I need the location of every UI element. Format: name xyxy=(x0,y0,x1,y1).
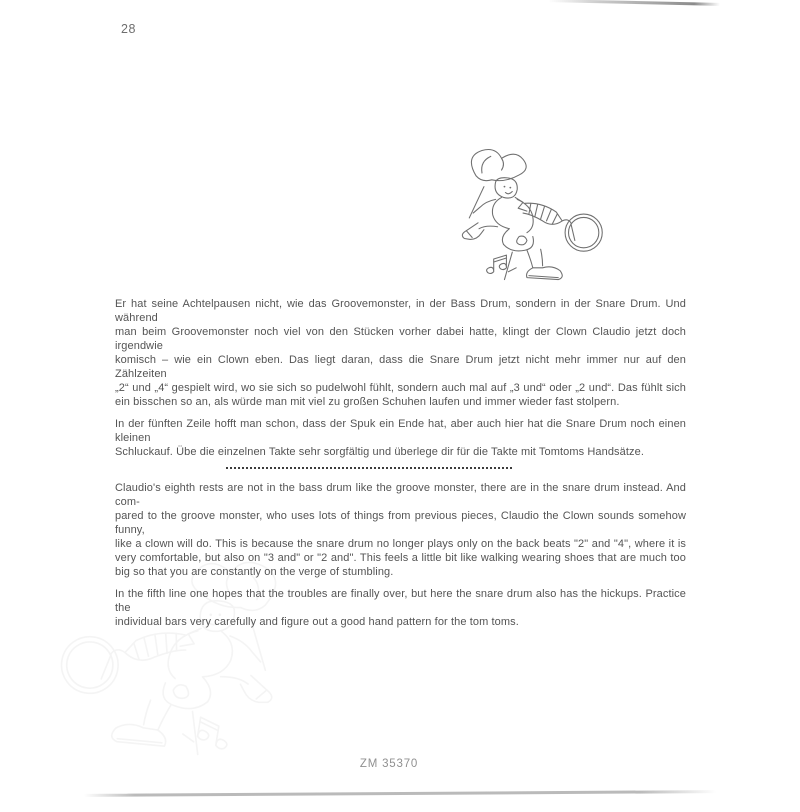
clown-drummer-illustration xyxy=(437,142,613,290)
german-paragraph-1 xyxy=(115,297,686,409)
catalog-number: ZM 35370 xyxy=(359,758,419,770)
text-line: man beim Groovemonster noch viel von den Stücken vorher dabei hatte, klingt der Clown Claudio jetzt doch irgendwie xyxy=(115,326,686,352)
text-line: „2“ und „4“ gespielt wird, wo sie sich so pudelwohl fühlt, sondern auch mal auf „3 und“ oder „2 und“. Das fühlt sich xyxy=(115,382,686,394)
text-block xyxy=(115,297,686,637)
text-line: In the fifth line one hopes that the troubles are finally over, but here the snare drum also has the hickups. Practice the xyxy=(115,588,686,614)
text-line: very comfortable, but also on "3 and" or "2 and". This feels a little bit like walking wearing shoes that are much too xyxy=(115,552,686,564)
language-divider-dotted xyxy=(226,467,512,469)
german-paragraph-2 xyxy=(115,417,686,459)
scan-edge-shadow-top xyxy=(548,0,720,6)
text-line: pared to the groove monster, who uses lots of things from previous pieces, Claudio the Clown sounds somehow funny, xyxy=(115,510,686,536)
text-line: big so that you are constantly on the verge of stumbling. xyxy=(115,566,394,578)
text-line: Claudio's eighth rests are not in the bass drum like the groove monster, there are in the snare drum instead. And com- xyxy=(115,482,686,508)
english-paragraph-2 xyxy=(115,587,686,629)
text-line: In der fünften Zeile hofft man schon, dass der Spuk ein Ende hat, aber auch hier hat die Snare Drum noch einen kleinen xyxy=(115,418,686,444)
english-paragraph-1 xyxy=(115,481,686,579)
text-line: like a clown will do. This is because the snare drum no longer plays only on the back beats "2" and "4", where it is xyxy=(115,538,686,550)
text-line: individual bars very carefully and figure out a good hand pattern for the tom toms. xyxy=(115,616,519,628)
text-line: Schluckauf. Übe die einzelnen Takte sehr sorgfältig und überlege dir für die Takte mit Tomtoms Handsätze. xyxy=(115,446,645,458)
text-line: ein bisschen so an, als würde man mit viel zu großen Schuhen laufen und immer wieder fast stolpern. xyxy=(115,396,620,408)
text-line: komisch – wie ein Clown eben. Das liegt daran, dass die Snare Drum jetzt nicht mehr immer nur auf den Zählzeiten xyxy=(115,354,686,380)
text-line: Er hat seine Achtelpausen nicht, wie das Groovemonster, in der Bass Drum, sondern in der Snare Drum. Und während xyxy=(115,298,686,324)
page-number: 28 xyxy=(121,22,136,36)
